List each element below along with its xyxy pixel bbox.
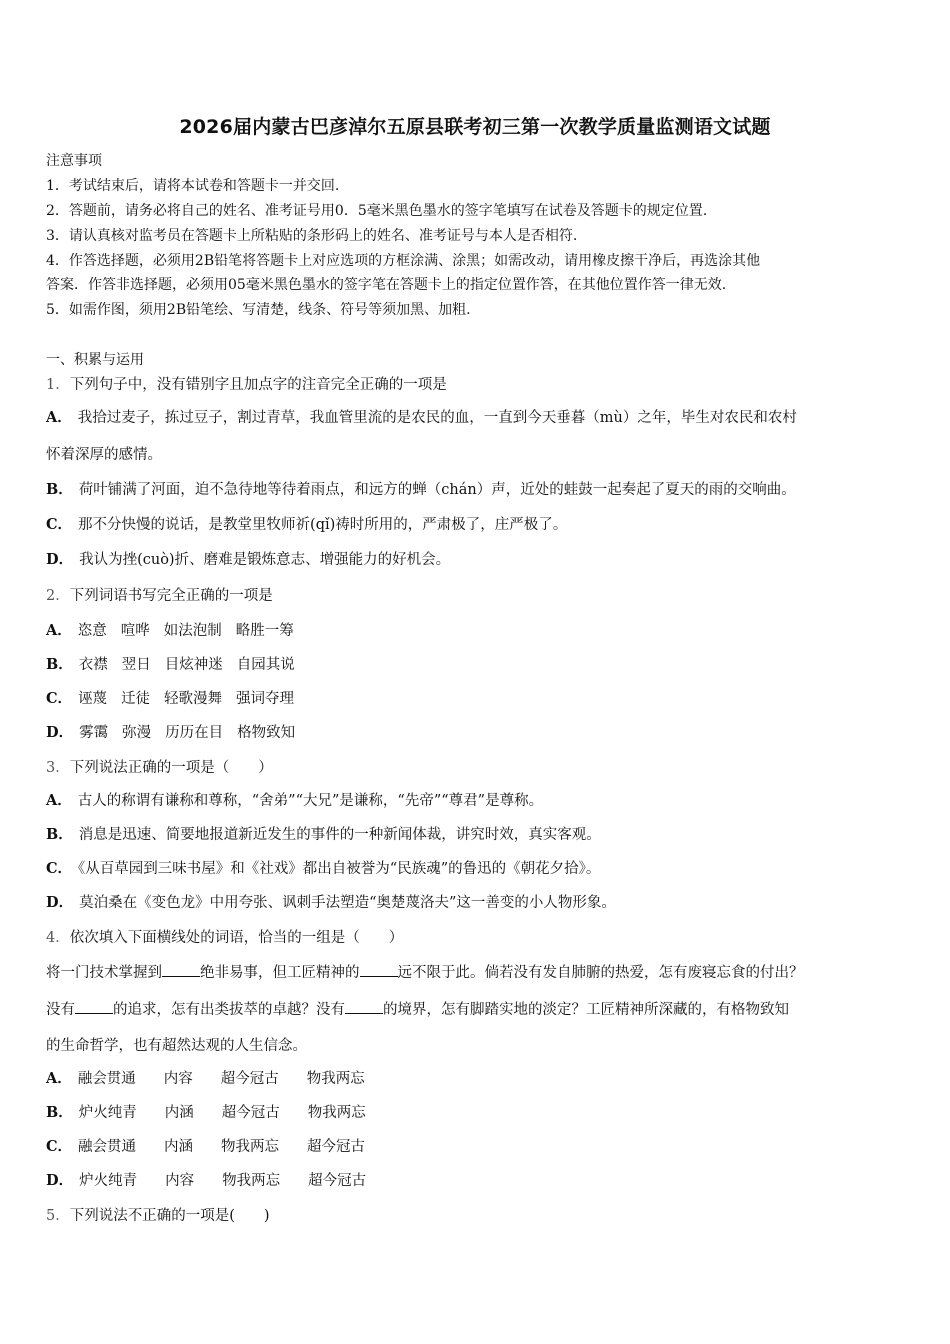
- question-2-option-c: [46, 689, 294, 709]
- option-word: 迁徒: [121, 691, 151, 707]
- question-number: 4．: [46, 930, 70, 946]
- passage-text: 的追求，怎有出类拔萃的卓越？没有: [113, 1002, 345, 1018]
- option-letter: D．: [46, 551, 74, 568]
- fill-blank: [360, 962, 398, 977]
- question-1-option-a: [46, 408, 797, 428]
- option-text: 那不分快慢的说话，是教堂里牧师祈(qǐ)祷时所用的，严肃极了，庄严极了。: [78, 517, 568, 533]
- question-4-stem: [46, 928, 403, 948]
- stem-text: 依次填入下面横线处的词语，恰当的一组是（ ）: [69, 930, 404, 946]
- option-letter: C．: [46, 860, 73, 877]
- question-2-option-b: [46, 655, 295, 675]
- question-1-option-c: [46, 515, 567, 535]
- option-letter: C．: [46, 690, 73, 707]
- option-text: 荷叶铺满了河面，迫不急待地等待着雨点，和远方的蝉（chán）声，近处的蛙鼓一起奏起了夏天的雨的交响曲。: [78, 482, 796, 498]
- option-text: 《从百草园到三味书屋》和《社戏》都出自被誉为“民族魂”的鲁迅的《朝花夕拾》。: [78, 861, 601, 877]
- question-1-option-a-cont: 怀着深厚的感情。: [46, 447, 162, 463]
- question-1-option-b: [46, 480, 796, 500]
- question-number: 5．: [46, 1208, 70, 1224]
- passage-text: 将一门技术掌握到: [46, 965, 162, 981]
- notice-item-4-cont: 答案．作答非选择题，必须用05毫米黑色墨水的签字笔在答题卡上的指定位置作答，在其他位置作答一律无效.: [46, 277, 727, 293]
- question-2-option-d: [46, 723, 295, 743]
- passage-text: 的境界，怎有脚踏实地的淡定？工匠精神所深藏的，有格物致知: [383, 1002, 789, 1018]
- question-4-passage-line-3: 的生命哲学，也有超然达观的人生信念。: [46, 1038, 307, 1054]
- option-word: 超今冠古: [307, 1139, 366, 1155]
- question-number: 2．: [46, 588, 70, 604]
- notice-item-4: 4．作答选择题，必须用2B铅笔将答题卡上对应选项的方框涂满、涂黑；如需改动，请用橡皮擦干净后，再选涂其他: [46, 253, 761, 269]
- fill-blank: [162, 962, 200, 977]
- notice-item-1: 1．考试结束后，请将本试卷和答题卡一并交回.: [46, 178, 340, 194]
- option-word: 超今冠古: [308, 1173, 367, 1189]
- question-1-option-d: [46, 550, 450, 570]
- question-number: 1．: [46, 377, 70, 393]
- option-word: 轻歌漫舞: [164, 691, 223, 707]
- question-2-stem: [46, 586, 273, 606]
- option-word: 略胜一筹: [235, 623, 294, 639]
- option-text: 我认为挫(cuò)折、磨难是锻炼意志、增强能力的好机会。: [79, 552, 451, 568]
- notice-item-2: 2．答题前，请务必将自己的姓名、准考证号用0．5毫米黑色墨水的签字笔填写在试卷及答题卡的规定位置.: [46, 203, 708, 219]
- option-letter: D．: [46, 894, 74, 911]
- option-word: 物我两忘: [221, 1139, 280, 1155]
- notice-heading: 注意事项: [46, 153, 102, 169]
- option-letter: D．: [46, 724, 74, 741]
- option-text: 莫泊桑在《变色龙》中用夸张、讽刺手法塑造“奥楚蔑洛夫”这一善变的小人物形象。: [79, 895, 616, 911]
- option-text: 消息是迅速、简要地报道新近发生的事件的一种新闻体裁，讲究时效，真实客观。: [78, 827, 601, 843]
- option-letter: A．: [46, 1070, 72, 1087]
- option-word: 融会贯通: [77, 1071, 136, 1087]
- option-word: 恣意: [77, 623, 107, 639]
- question-1-stem: [46, 375, 447, 395]
- fill-blank: [345, 999, 383, 1014]
- option-letter: B．: [46, 1104, 73, 1121]
- option-word: 喧哗: [120, 623, 150, 639]
- stem-text: 下列说法不正确的一项是( ): [69, 1208, 270, 1224]
- fill-blank: [75, 999, 113, 1014]
- option-letter: B．: [46, 656, 73, 673]
- option-word: 炉火纯青: [79, 1173, 138, 1189]
- option-word: 目炫神迷: [164, 657, 223, 673]
- option-word: 历历在目: [165, 725, 224, 741]
- option-word: 格物致知: [237, 725, 296, 741]
- passage-text: 绝非易事，但工匠精神的: [200, 965, 360, 981]
- option-word: 诬蔑: [78, 691, 108, 707]
- option-letter: B．: [46, 826, 73, 843]
- question-4-option-a: [46, 1069, 365, 1089]
- option-word: 物我两忘: [222, 1173, 281, 1189]
- question-3-option-c: [46, 859, 600, 879]
- question-3-option-d: [46, 893, 616, 913]
- option-word: 物我两忘: [307, 1105, 366, 1121]
- option-letter: A．: [46, 409, 72, 426]
- option-word: 内涵: [164, 1105, 194, 1121]
- notice-item-3: 3．请认真核对监考员在答题卡上所粘贴的条形码上的姓名、准考证号与本人是否相符.: [46, 228, 578, 244]
- question-number: 3．: [46, 760, 70, 776]
- option-text: 我拾过麦子，拣过豆子，割过青草，我血管里流的是农民的血，一直到今天垂暮（mù）之年，毕生对农民和农村: [77, 410, 797, 426]
- option-word: 物我两忘: [306, 1071, 365, 1087]
- option-word: 超今冠古: [220, 1071, 279, 1087]
- option-word: 内容: [163, 1071, 193, 1087]
- option-word: 内容: [165, 1173, 195, 1189]
- notice-item-5: 5．如需作图，须用2B铅笔绘、写清楚，线条、符号等须加黑、加粗.: [46, 302, 471, 318]
- option-word: 强词夺理: [236, 691, 295, 707]
- question-3-option-b: [46, 825, 601, 845]
- question-3-option-a: [46, 791, 543, 811]
- question-5-stem: [46, 1206, 270, 1226]
- page-title: 2026届内蒙古巴彦淖尔五原县联考初三第一次教学质量监测语文试题: [179, 116, 771, 138]
- option-word: 衣襟: [78, 657, 108, 673]
- question-4-option-c: [46, 1137, 365, 1157]
- passage-text: 远不限于此。倘若没有发自肺腑的热爱，怎有废寝忘食的付出？: [397, 965, 804, 981]
- stem-text: 下列词语书写完全正确的一项是: [69, 588, 273, 604]
- option-letter: A．: [46, 792, 72, 809]
- option-word: 如法泡制: [163, 623, 222, 639]
- option-letter: C．: [46, 516, 73, 533]
- question-4-passage-line-2: [46, 999, 789, 1020]
- question-3-stem: [46, 758, 273, 778]
- question-2-option-a: [46, 621, 294, 641]
- passage-text: 没有: [46, 1002, 75, 1018]
- option-word: 自园其说: [236, 657, 295, 673]
- question-4-passage-line-1: [46, 962, 804, 983]
- option-text: 古人的称谓有谦称和尊称，“舍弟”“大兄”是谦称，“先帝”“尊君”是尊称。: [77, 793, 544, 809]
- question-4-option-d: [46, 1171, 366, 1191]
- option-letter: D．: [46, 1172, 74, 1189]
- option-word: 融会贯通: [78, 1139, 137, 1155]
- option-letter: C．: [46, 1138, 73, 1155]
- stem-text: 下列说法正确的一项是（ ）: [69, 760, 273, 776]
- option-letter: A．: [46, 622, 72, 639]
- option-word: 弥漫: [122, 725, 152, 741]
- stem-text: 下列句子中，没有错别字且加点字的注音完全正确的一项是: [69, 377, 447, 393]
- option-word: 雾霭: [79, 725, 109, 741]
- question-4-option-b: [46, 1103, 366, 1123]
- option-word: 炉火纯青: [78, 1105, 137, 1121]
- option-word: 内涵: [164, 1139, 194, 1155]
- option-word: 超今冠古: [221, 1105, 280, 1121]
- section-heading: 一、积累与运用: [46, 352, 144, 368]
- option-word: 翌日: [121, 657, 151, 673]
- option-letter: B．: [46, 481, 73, 498]
